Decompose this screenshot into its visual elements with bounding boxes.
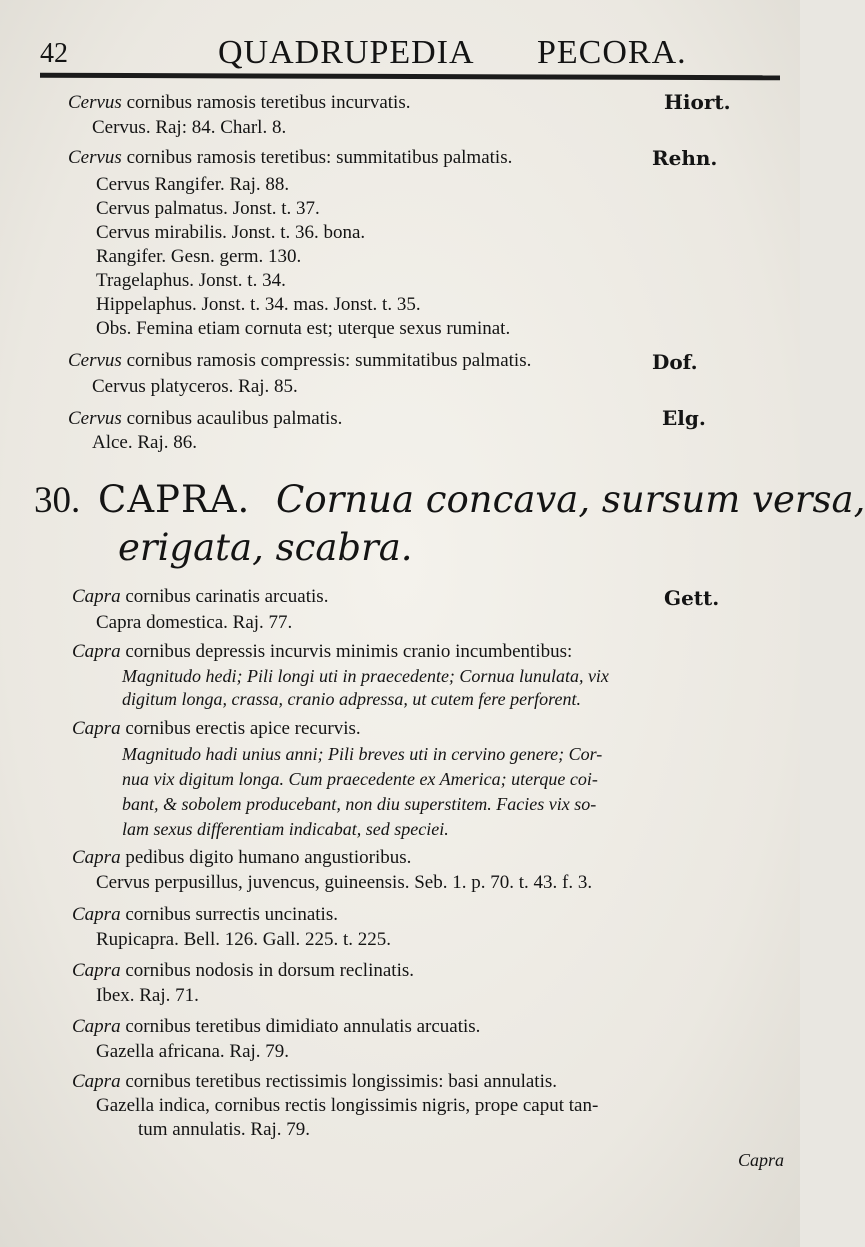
entry-line: Capra cornibus carinatis arcuatis. xyxy=(72,586,329,607)
synonym-line: Cervus mirabilis. Jonst. t. 36. bona. xyxy=(96,222,366,243)
synonym-line: Cervus platyceros. Raj. 85. xyxy=(92,376,298,397)
synonym-line: Tragelaphus. Jonst. t. 34. xyxy=(96,270,286,291)
vernacular-name: Rehn. xyxy=(652,146,718,170)
entry-line: Cervus cornibus ramosis teretibus incurvatis. xyxy=(68,92,411,113)
page-number: 42 xyxy=(40,38,68,69)
synonym-line: Gazella africana. Raj. 79. xyxy=(96,1041,290,1062)
entry-line: Cervus cornibus acaulibus palmatis. xyxy=(68,408,343,429)
synonym-line: Gazella indica, cornibus rectis longissimis nigris, prope caput tan- xyxy=(96,1095,599,1116)
entry-line: Capra cornibus surrectis uncinatis. xyxy=(72,904,338,925)
entry-line: Cervus cornibus ramosis teretibus: summitatibus palmatis. xyxy=(68,147,513,168)
section-heading-continued: erigata, scabra. xyxy=(118,526,413,569)
vernacular-name: Gett. xyxy=(664,586,720,610)
catchword: Capra xyxy=(737,1150,784,1170)
synonym-line: Ibex. Raj. 71. xyxy=(96,985,199,1006)
entry-line: Capra cornibus erectis apice recurvis. xyxy=(72,718,361,739)
synonym-line: Hippelaphus. Jonst. t. 34. mas. Jonst. t. 35. xyxy=(96,294,421,315)
description-line: nua vix digitum longa. Cum praecedente ex America; uterque coi- xyxy=(122,769,598,789)
header-title-left: QUADRUPEDIA xyxy=(218,34,475,71)
description-line: Magnitudo hadi unius anni; Pili breves uti in cervino genere; Cor- xyxy=(122,744,603,764)
vernacular-name: Hiort. xyxy=(664,90,731,114)
synonym-line: Rupicapra. Bell. 126. Gall. 225. t. 225. xyxy=(96,929,391,950)
synonym-line: Cervus. Raj: 84. Charl. 8. xyxy=(92,117,287,138)
entry-line: Cervus cornibus ramosis compressis: summitatibus palmatis. xyxy=(68,350,532,371)
description-line: digitum longa, crassa, cranio adpressa, ut cutem fere perforent. xyxy=(122,689,581,709)
synonym-line: Cervus palmatus. Jonst. t. 37. xyxy=(96,198,320,219)
description-line: lam sexus differentiam indicabat, sed speciei. xyxy=(122,819,449,839)
description-line: bant, & sobolem producebant, non diu superstitem. Facies vix so- xyxy=(122,794,597,814)
entry-line: Capra cornibus teretibus rectissimis longissimis: basi annulatis. xyxy=(72,1071,558,1092)
description-line: Magnitudo hedi; Pili longi uti in praecedente; Cornua lunulata, vix xyxy=(122,666,609,686)
synonym-line: Rangifer. Gesn. germ. 130. xyxy=(96,246,302,267)
synonym-line: Cervus Rangifer. Raj. 88. xyxy=(96,174,290,195)
vernacular-name: Dof. xyxy=(652,350,698,374)
synonym-line: tum annulatis. Raj. 79. xyxy=(138,1119,311,1140)
synonym-line: Cervus perpusillus, juvencus, guineensis. Seb. 1. p. 70. t. 43. f. 3. xyxy=(96,872,593,893)
entry-line: Capra cornibus depressis incurvis minimis cranio incumbentibus: xyxy=(72,641,573,662)
entry-line: Capra pedibus digito humano angustioribus. xyxy=(72,847,412,868)
synonym-line: Capra domestica. Raj. 77. xyxy=(96,612,293,633)
entry-line: Capra cornibus teretibus dimidiato annulatis arcuatis. xyxy=(72,1016,481,1037)
vernacular-name: Elg. xyxy=(662,406,706,430)
header-title-right: PECORA. xyxy=(537,34,687,71)
observation-line: Obs. Femina etiam cornuta est; uterque sexus ruminat. xyxy=(96,318,511,339)
synonym-line: Alce. Raj. 86. xyxy=(92,432,198,453)
entry-line: Capra cornibus nodosis in dorsum reclinatis. xyxy=(72,960,414,981)
running-header xyxy=(40,30,778,74)
section-heading: 30. CAPRA. Cornua concava, sursum versa, xyxy=(34,478,865,521)
